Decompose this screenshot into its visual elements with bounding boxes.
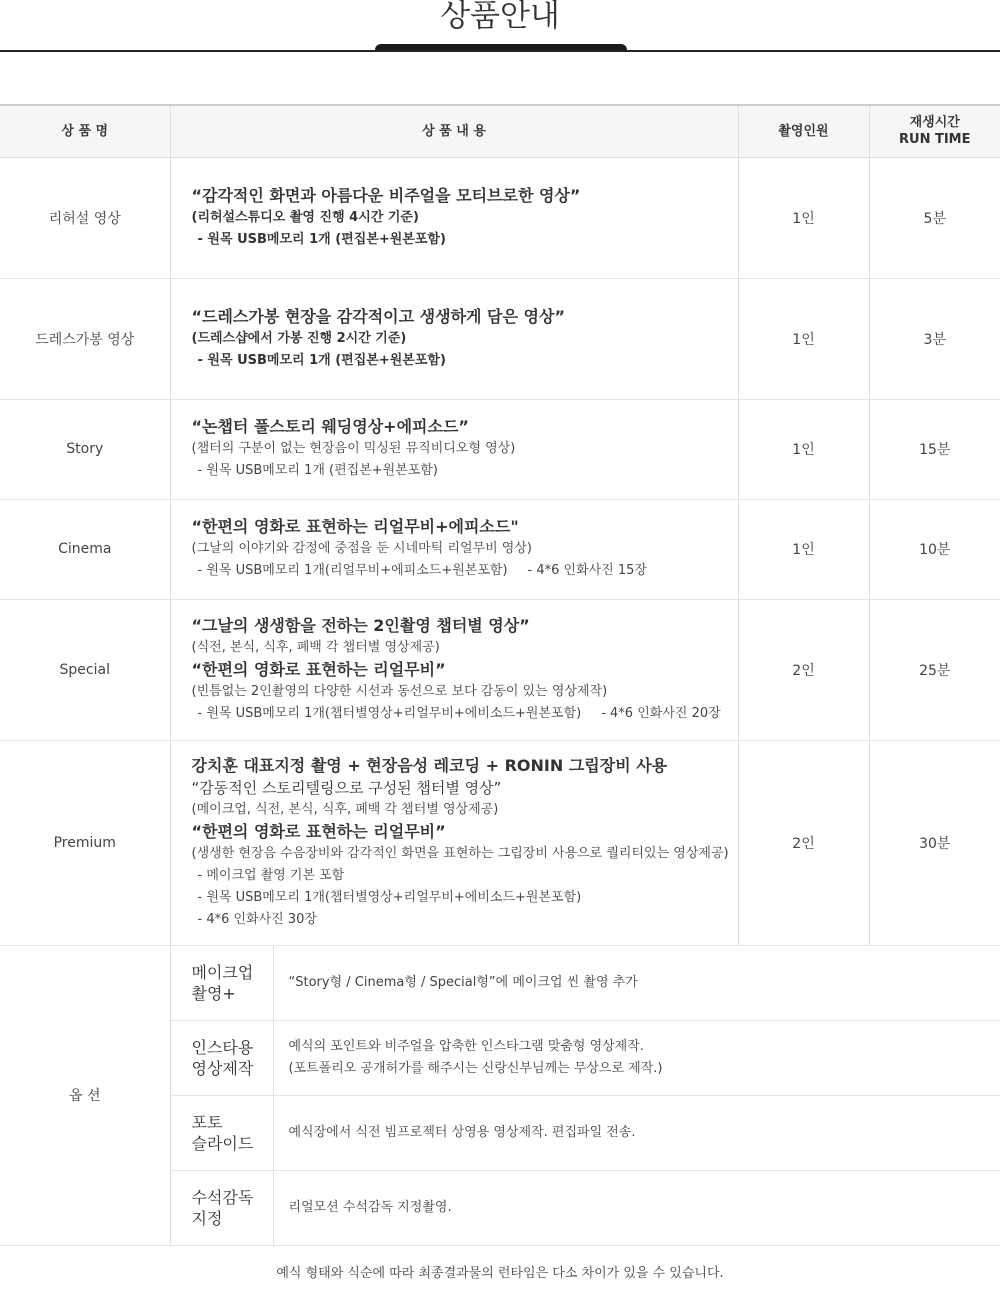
table-row xyxy=(0,740,1000,945)
option-description: 예식의 포인트와 비주얼을 압축한 인스타그램 맞춤형 영상제작. (포트폴리오 공개허가를 해주시는 신랑신부님께는 무상으로 제작.) xyxy=(273,1020,1000,1095)
footnote: 예식 형태와 식순에 따라 최종결과물의 런타임은 다소 차이가 있을 수 있습니다. xyxy=(276,1266,724,1281)
product-name: Special xyxy=(0,599,170,740)
product-description: “한편의 영화로 표현하는 리얼무비+에피소드" (그날의 이야기와 감정에 중점을 둔 시네마틱 리얼무비 영상) - 원목 USB메모리 1개(리얼무비+에피소드+원본포함) - 4*6 인화사진 15장 xyxy=(170,499,738,599)
people-count: 1인 xyxy=(738,499,869,599)
options-label: 옵 션 xyxy=(0,945,170,1245)
option-description: 리얼모션 수석감독 지정촬영. xyxy=(273,1170,1000,1245)
product-name: Premium xyxy=(0,740,170,945)
table-header-row xyxy=(0,105,1000,157)
table-row xyxy=(0,599,1000,740)
table-row xyxy=(0,157,1000,278)
title-divider xyxy=(0,50,1000,52)
header-content: 상 품 내 용 xyxy=(170,105,738,157)
people-count: 2인 xyxy=(738,740,869,945)
run-time: 30분 xyxy=(869,740,1000,945)
product-name: 리허설 영상 xyxy=(0,157,170,278)
table-row xyxy=(0,499,1000,599)
run-time: 15분 xyxy=(869,399,1000,499)
header-runtime: 재생시간 RUN TIME xyxy=(869,105,1000,157)
option-name: 인스타용 영상제작 xyxy=(170,1020,273,1095)
option-name: 포토 슬라이드 xyxy=(170,1095,273,1170)
product-name: 드레스가봉 영상 xyxy=(0,278,170,399)
run-time: 3분 xyxy=(869,278,1000,399)
people-count: 1인 xyxy=(738,157,869,278)
product-name: Cinema xyxy=(0,499,170,599)
table-row xyxy=(0,278,1000,399)
product-description: “그날의 생생함을 전하는 2인촬영 챕터별 영상” (식전, 본식, 식후, 폐백 각 챕터별 영상제공) “한편의 영화로 표현하는 리얼무비” (빈틈없는 2인촬영의 다양한 시선과 동선으로 보다 감동이 있는 영상제작) - 원목 USB메모리 1개(챕터별영상+리얼무비+에비소드+원본포함) - 4*6 인화사진 20장 xyxy=(170,599,738,740)
product-name: Story xyxy=(0,399,170,499)
page-title: 상품안내 xyxy=(440,0,560,34)
product-table xyxy=(0,104,1000,1246)
option-name: 수석감독 지정 xyxy=(170,1170,273,1245)
option-description: 예식장에서 식전 빔프로젝터 상영용 영상제작. 편집파일 전송. xyxy=(273,1095,1000,1170)
option-row xyxy=(0,945,1000,1020)
people-count: 2인 xyxy=(738,599,869,740)
product-description: “논챕터 풀스토리 웨딩영상+에피소드” (챕터의 구분이 없는 현장음이 믹싱된 뮤직비디오형 영상) - 원목 USB메모리 1개 (편집본+원본포함) xyxy=(170,399,738,499)
people-count: 1인 xyxy=(738,278,869,399)
header-name: 상 품 명 xyxy=(0,105,170,157)
header-people: 촬영인원 xyxy=(738,105,869,157)
product-description: “감각적인 화면과 아름다운 비주얼을 모티브로한 영상” (리허설스튜디오 촬영 진행 4시간 기준) - 원목 USB메모리 1개 (편집본+원본포함) xyxy=(170,157,738,278)
product-description: “드레스가봉 현장을 감각적이고 생생하게 담은 영상” (드레스샵에서 가봉 진행 2시간 기준) - 원목 USB메모리 1개 (편집본+원본포함) xyxy=(170,278,738,399)
option-name: 메이크업 촬영+ xyxy=(170,945,273,1020)
run-time: 25분 xyxy=(869,599,1000,740)
option-description: “Story형 / Cinema형 / Special형”에 메이크업 씬 촬영 추가 xyxy=(273,945,1000,1020)
run-time: 10분 xyxy=(869,499,1000,599)
product-description: 강치훈 대표지정 촬영 + 현장음성 레코딩 + RONIN 그립장비 사용 “감동적인 스토리텔링으로 구성된 챕터별 영상” (메이크업, 식전, 본식, 식후, 폐백 각 챕터별 영상제공) “한편의 영화로 표현하는 리얼무비” (생생한 현장음 수음장비와 감각적인 화면을 표현하는 그립장비 사용으로 퀄리티있는 영상제공) - 메이크업 촬영 기본 포함 - 원목 USB메모리 1개(챕터별영상+리얼무비+에비소드+원본포함) - 4*6 인화사진 30장 xyxy=(170,740,738,945)
run-time: 5분 xyxy=(869,157,1000,278)
people-count: 1인 xyxy=(738,399,869,499)
table-row xyxy=(0,399,1000,499)
